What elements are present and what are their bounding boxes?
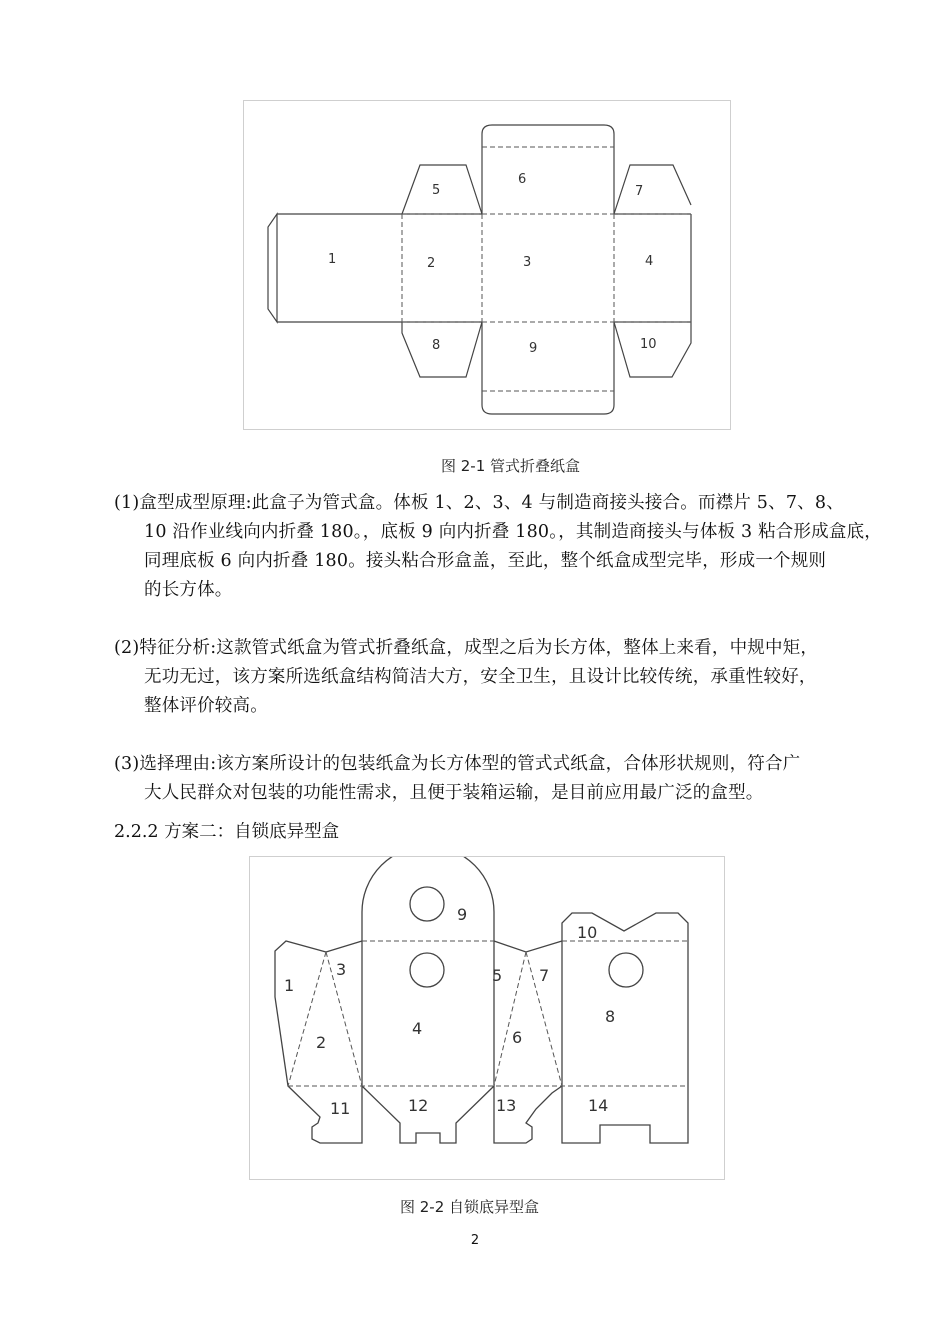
figure-tube-folding-box xyxy=(243,100,731,430)
panel-label-9: 9 xyxy=(529,341,538,356)
panel-label-4: 4 xyxy=(645,254,654,269)
panel-label-8: 8 xyxy=(605,1007,616,1026)
panel-label-7: 7 xyxy=(539,966,550,985)
panel-label-1: 1 xyxy=(328,252,337,267)
panel-label-14: 14 xyxy=(588,1096,609,1115)
panel-label-5: 5 xyxy=(492,966,503,985)
panel-label-1: 1 xyxy=(284,976,295,995)
panel-label-8: 8 xyxy=(432,338,441,353)
paragraph-feature-analysis xyxy=(114,634,864,721)
figure-caption: 图 2-2 自锁底异型盒 xyxy=(400,1198,540,1216)
figure-self-locking-box xyxy=(249,856,725,1180)
panel-label-13: 13 xyxy=(496,1096,517,1115)
section-heading: 2.2.2 方案二：自锁底异型盒 xyxy=(114,822,340,842)
panel-label-6: 6 xyxy=(518,172,527,187)
paragraph-line: (3)选择理由:该方案所设计的包装纸盒为长方体型的管式式纸盒，合体形状规则，符合广 xyxy=(114,754,801,774)
paragraph-line: (2)特征分析:这款管式纸盒为管式折叠纸盒，成型之后为长方体，整体上来看，中规中矩， xyxy=(114,638,819,658)
paragraph-line: 无功无过，该方案所选纸盒结构简洁大方，安全卫生，且设计比较传统，承重性较好， xyxy=(144,667,817,687)
panel-label-6: 6 xyxy=(512,1028,523,1047)
paragraph-line: 的长方体。 xyxy=(144,580,233,600)
panel-label-4: 4 xyxy=(412,1019,423,1038)
panel-label-3: 3 xyxy=(523,255,532,270)
paragraph-forming-principle xyxy=(114,489,882,605)
paragraph-line: 整体评价较高。 xyxy=(144,696,268,716)
tube-box-dieline xyxy=(244,101,730,429)
figure-caption: 图 2-1 管式折叠纸盒 xyxy=(441,457,581,475)
paragraph-line: 10 沿作业线向内折叠 180。，底板 9 向内折叠 180。，其制造商接头与体板 3 粘合形成盒底， xyxy=(144,522,882,542)
panel-label-11: 11 xyxy=(330,1099,351,1118)
paragraph-selection-reason xyxy=(114,750,864,808)
panel-label-2: 2 xyxy=(316,1033,327,1052)
panel-label-7: 7 xyxy=(635,184,644,199)
self-locking-box-dieline xyxy=(250,857,724,1179)
panel-label-5: 5 xyxy=(432,183,441,198)
panel-label-10: 10 xyxy=(577,923,598,942)
paragraph-line: 大人民群众对包装的功能性需求，且便于装箱运输，是目前应用最广泛的盒型。 xyxy=(144,783,764,803)
panel-label-12: 12 xyxy=(408,1096,429,1115)
page-number: 2 xyxy=(470,1233,480,1248)
panel-label-9: 9 xyxy=(457,905,468,924)
panel-label-2: 2 xyxy=(427,256,436,271)
paragraph-line: 同理底板 6 向内折叠 180。接头粘合形盒盖，至此，整个纸盒成型完毕，形成一个规则 xyxy=(144,551,827,571)
panel-label-3: 3 xyxy=(336,960,347,979)
paragraph-line: (1)盒型成型原理:此盒子为管式盒。体板 1、2、3、4 与制造商接头接合。而襟片 5、7、8、 xyxy=(114,493,844,513)
panel-label-10: 10 xyxy=(640,337,657,352)
